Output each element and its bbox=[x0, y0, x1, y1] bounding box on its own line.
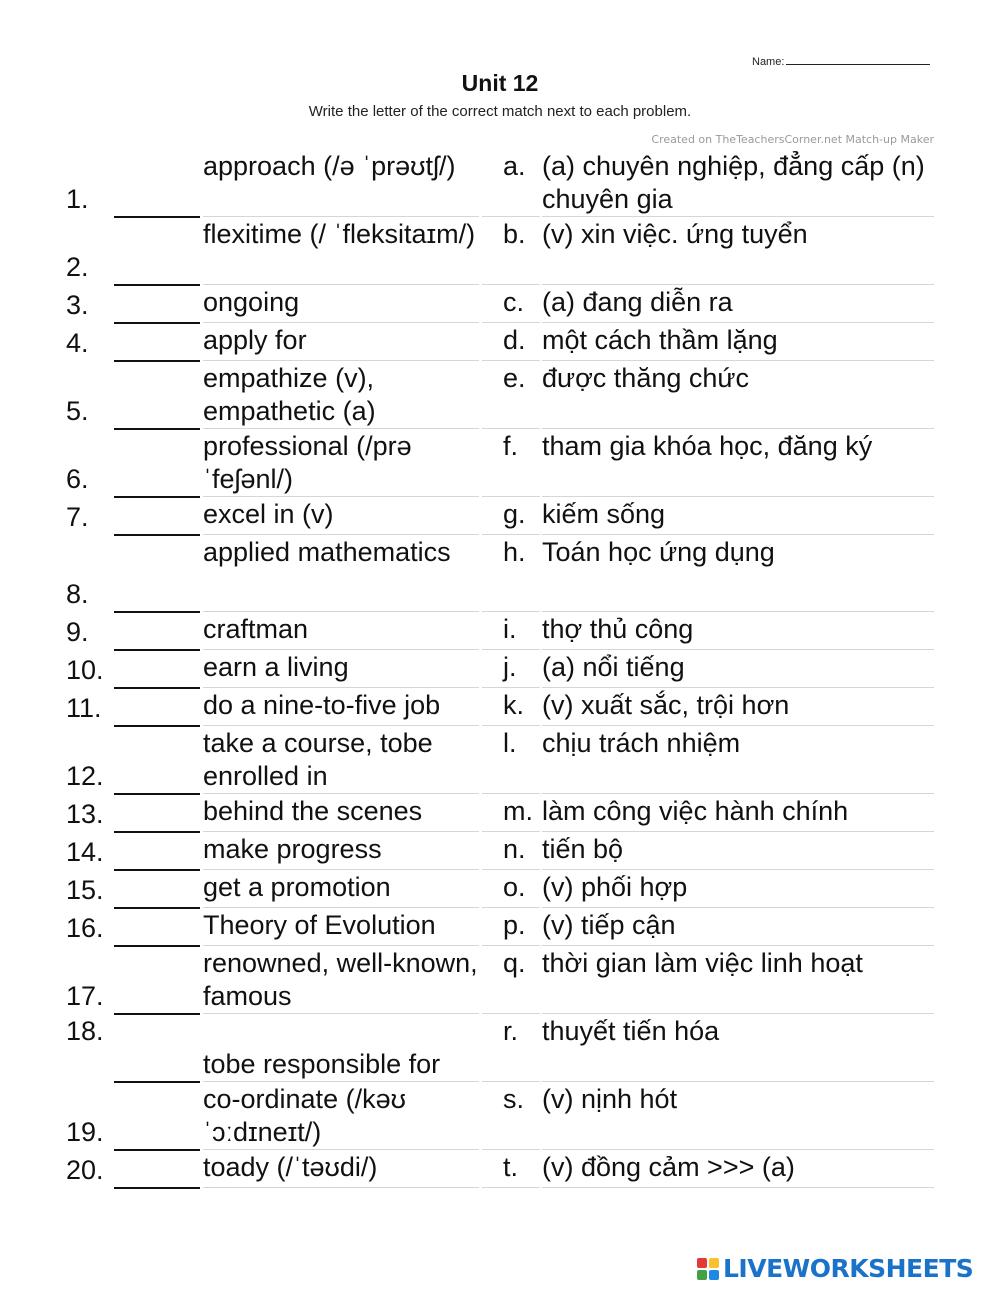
item-number: 3. bbox=[66, 290, 89, 320]
row-divider bbox=[482, 428, 540, 429]
item-number: 17. bbox=[66, 981, 104, 1011]
term-text: do a nine-to-five job bbox=[203, 689, 479, 726]
term-text: earn a living bbox=[203, 651, 479, 688]
name-underline[interactable] bbox=[786, 64, 930, 65]
answer-blank[interactable] bbox=[114, 251, 200, 286]
term-text: empathize (v), empathetic (a) bbox=[203, 362, 479, 429]
term-text: professional (/prə ˈfeʃənl/) bbox=[203, 430, 479, 497]
list-item bbox=[0, 150, 1000, 218]
answer-blank[interactable] bbox=[114, 183, 200, 218]
meaning-text: kiếm sống bbox=[542, 498, 934, 535]
item-number: 7. bbox=[66, 502, 89, 532]
term-text: make progress bbox=[203, 833, 479, 870]
term-text: co-ordinate (/kəʊ ˈɔːdɪneɪt/) bbox=[203, 1083, 479, 1150]
meaning-text: (a) đang diễn ra bbox=[542, 286, 934, 323]
option-letter: n. bbox=[503, 834, 526, 864]
row-divider bbox=[482, 831, 540, 832]
meaning-text: thợ thủ công bbox=[542, 613, 934, 650]
option-letter: r. bbox=[503, 1016, 519, 1046]
meaning-text: (v) nịnh hót bbox=[542, 1083, 934, 1150]
answer-blank[interactable] bbox=[114, 616, 200, 651]
meaning-text: thuyết tiến hóa bbox=[542, 1015, 934, 1082]
item-number: 16. bbox=[66, 913, 104, 943]
answer-blank[interactable] bbox=[114, 463, 200, 498]
row-divider bbox=[482, 725, 540, 726]
option-letter: g. bbox=[503, 499, 526, 529]
term-text: behind the scenes bbox=[203, 795, 479, 832]
list-item bbox=[0, 286, 1000, 324]
meaning-text: một cách thầm lặng bbox=[542, 324, 934, 361]
meaning-text: (a) chuyên nghiệp, đẳng cấp (n) chuyên gia bbox=[542, 150, 934, 217]
list-item bbox=[0, 362, 1000, 430]
logo-block bbox=[709, 1258, 719, 1268]
item-number: 9. bbox=[66, 617, 89, 647]
list-item bbox=[0, 1015, 1000, 1083]
page-title: Unit 12 bbox=[461, 70, 539, 96]
logo-icon bbox=[697, 1258, 719, 1280]
option-letter: c. bbox=[503, 287, 525, 317]
list-item bbox=[0, 651, 1000, 689]
term-text: applied mathematics bbox=[203, 536, 479, 612]
list-item bbox=[0, 324, 1000, 362]
answer-blank[interactable] bbox=[114, 1048, 200, 1083]
answer-blank[interactable] bbox=[114, 654, 200, 689]
row-divider bbox=[482, 1081, 540, 1082]
answer-blank[interactable] bbox=[114, 1154, 200, 1189]
answer-blank[interactable] bbox=[114, 578, 200, 613]
item-number: 1. bbox=[66, 184, 89, 214]
meaning-text: (v) tiếp cận bbox=[542, 909, 934, 946]
item-number: 8. bbox=[66, 579, 89, 609]
list-item bbox=[0, 536, 1000, 613]
answer-blank[interactable] bbox=[114, 395, 200, 430]
option-letter: d. bbox=[503, 325, 526, 355]
answer-blank[interactable] bbox=[114, 836, 200, 871]
logo-block bbox=[697, 1258, 707, 1268]
instructions: Write the letter of the correct match next to each problem. bbox=[308, 103, 692, 120]
term-text: apply for bbox=[203, 324, 479, 361]
row-divider bbox=[482, 907, 540, 908]
list-item bbox=[0, 795, 1000, 833]
item-number: 20. bbox=[66, 1155, 104, 1185]
meaning-text: Toán học ứng dụng bbox=[542, 536, 934, 612]
term-text: Theory of Evolution bbox=[203, 909, 479, 946]
option-letter: h. bbox=[503, 537, 526, 567]
option-letter: o. bbox=[503, 872, 526, 902]
answer-blank[interactable] bbox=[114, 980, 200, 1015]
option-letter: j. bbox=[503, 652, 517, 682]
term-text: approach (/ə ˈprəʊtʃ/) bbox=[203, 150, 479, 217]
term-text: craftman bbox=[203, 613, 479, 650]
list-item bbox=[0, 909, 1000, 947]
item-number: 19. bbox=[66, 1117, 104, 1147]
option-letter: m. bbox=[503, 796, 533, 826]
logo-block bbox=[709, 1270, 719, 1280]
term-text: tobe responsible for bbox=[203, 1048, 479, 1082]
row-divider bbox=[482, 1187, 540, 1188]
list-item bbox=[0, 1083, 1000, 1151]
row-divider bbox=[482, 649, 540, 650]
row-divider bbox=[482, 1013, 540, 1014]
answer-blank[interactable] bbox=[114, 501, 200, 536]
meaning-text: (v) xuất sắc, trội hơn bbox=[542, 689, 934, 726]
list-item bbox=[0, 498, 1000, 536]
option-letter: k. bbox=[503, 690, 525, 720]
list-item bbox=[0, 1151, 1000, 1189]
option-letter: s. bbox=[503, 1084, 525, 1114]
list-item bbox=[0, 871, 1000, 909]
meaning-text: được thăng chức bbox=[542, 362, 934, 429]
meaning-text: tham gia khóa học, đăng ký bbox=[542, 430, 934, 497]
list-item bbox=[0, 430, 1000, 498]
option-letter: b. bbox=[503, 219, 526, 249]
answer-blank[interactable] bbox=[114, 327, 200, 362]
option-letter: p. bbox=[503, 910, 526, 940]
answer-blank[interactable] bbox=[114, 1116, 200, 1151]
answer-blank[interactable] bbox=[114, 692, 200, 727]
item-number: 10. bbox=[66, 655, 104, 685]
list-item bbox=[0, 727, 1000, 795]
name-label: Name: bbox=[752, 56, 785, 68]
list-item bbox=[0, 613, 1000, 651]
row-divider bbox=[482, 1149, 540, 1150]
row-divider bbox=[482, 284, 540, 285]
list-item bbox=[0, 689, 1000, 727]
answer-blank[interactable] bbox=[114, 760, 200, 795]
term-text: get a promotion bbox=[203, 871, 479, 908]
item-number: 11. bbox=[66, 693, 102, 723]
item-number: 12. bbox=[66, 761, 104, 791]
option-letter: i. bbox=[503, 614, 517, 644]
answer-blank[interactable] bbox=[114, 289, 200, 324]
row-divider bbox=[482, 869, 540, 870]
answer-blank[interactable] bbox=[114, 798, 200, 833]
option-letter: t. bbox=[503, 1152, 519, 1182]
meaning-text: (v) đồng cảm >>> (a) bbox=[542, 1151, 934, 1188]
row-divider bbox=[482, 687, 540, 688]
item-number: 6. bbox=[66, 464, 89, 494]
row-divider bbox=[482, 793, 540, 794]
meaning-text: (a) nổi tiếng bbox=[542, 651, 934, 688]
meaning-text: thời gian làm việc linh hoạt bbox=[542, 947, 934, 1014]
option-letter: q. bbox=[503, 948, 526, 978]
list-item bbox=[0, 218, 1000, 286]
option-letter: e. bbox=[503, 363, 526, 393]
row-divider bbox=[482, 611, 540, 612]
row-divider bbox=[482, 945, 540, 946]
row-divider bbox=[482, 534, 540, 535]
item-number: 13. bbox=[66, 799, 104, 829]
list-item bbox=[0, 947, 1000, 1015]
name-field bbox=[752, 56, 930, 68]
item-number: 15. bbox=[66, 875, 104, 905]
row-divider bbox=[482, 496, 540, 497]
answer-blank[interactable] bbox=[114, 874, 200, 909]
meaning-text: chịu trách nhiệm bbox=[542, 727, 934, 794]
liveworksheets-logo bbox=[697, 1254, 973, 1283]
item-number: 4. bbox=[66, 328, 89, 358]
brand-name: LIVEWORKSHEETS bbox=[723, 1254, 974, 1283]
item-number: 14. bbox=[66, 837, 104, 867]
option-letter: f. bbox=[503, 431, 519, 461]
row-divider bbox=[482, 360, 540, 361]
option-letter: l. bbox=[503, 728, 517, 758]
meaning-text: (v) xin việc. ứng tuyển bbox=[542, 218, 934, 285]
item-number: 18. bbox=[66, 1016, 104, 1046]
item-number: 2. bbox=[66, 252, 89, 282]
term-text: ongoing bbox=[203, 286, 479, 323]
item-number: 5. bbox=[66, 396, 89, 426]
term-text: flexitime (/ ˈfleksitaɪm/) bbox=[203, 218, 479, 285]
term-text: take a course, tobe enrolled in bbox=[203, 727, 479, 794]
answer-blank[interactable] bbox=[114, 912, 200, 947]
logo-block bbox=[697, 1270, 707, 1280]
list-item bbox=[0, 833, 1000, 871]
term-text: renowned, well-known, famous bbox=[203, 947, 479, 1014]
credit-note: Created on TheTeachersCorner.net Match-up Maker bbox=[651, 133, 934, 146]
meaning-text: làm công việc hành chính bbox=[542, 795, 934, 832]
meaning-text: (v) phối hợp bbox=[542, 871, 934, 908]
option-letter: a. bbox=[503, 151, 526, 181]
term-text: excel in (v) bbox=[203, 498, 479, 535]
meaning-text: tiến bộ bbox=[542, 833, 934, 870]
row-divider bbox=[482, 216, 540, 217]
row-divider bbox=[482, 322, 540, 323]
term-text: toady (/ˈtəʊdi/) bbox=[203, 1151, 479, 1188]
